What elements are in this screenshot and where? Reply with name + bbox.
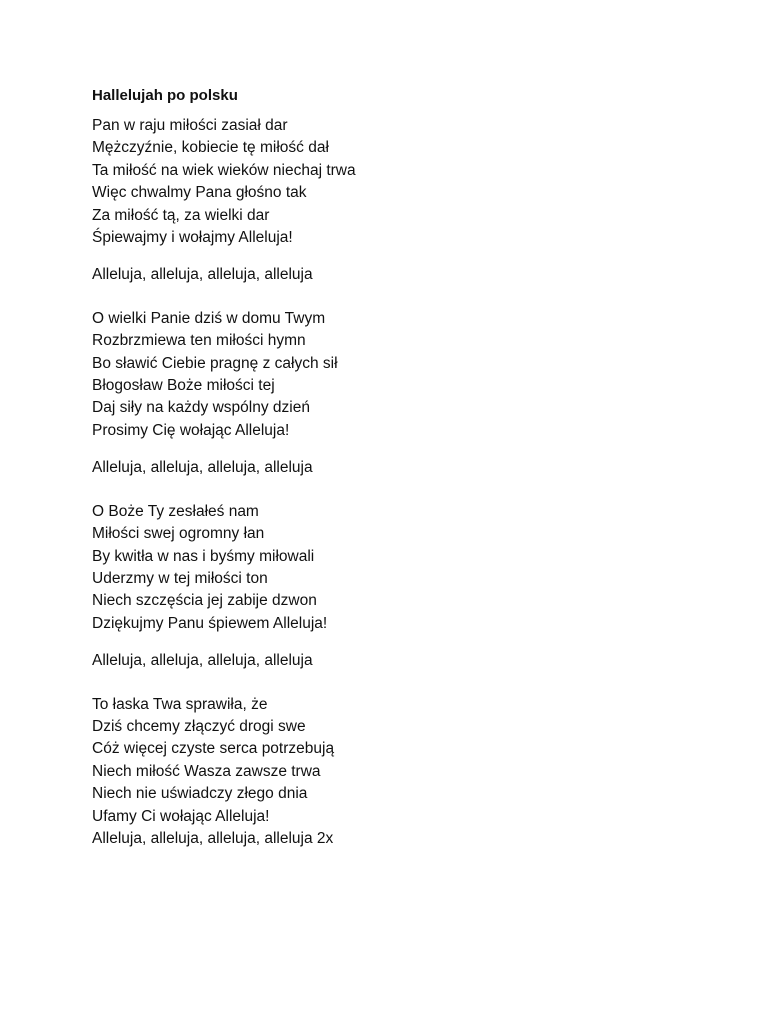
verse-line: Daj siły na każdy wspólny dzień [92, 399, 310, 417]
verse-line: Pan w raju miłości zasiał dar [92, 117, 288, 134]
verse-line: Uderzmy w tej miłości ton [92, 569, 268, 587]
verse-line: Niech nie uświadczy złego dnia [92, 785, 308, 803]
verse-line: Śpiewajmy i wołajmy Alleluja! [92, 229, 293, 247]
verse-line: O wielki Panie dziś w domu Twym [92, 309, 326, 327]
verse-1 [92, 115, 732, 249]
verse-line: Ta miłość na wiek wieków niechaj trwa [92, 161, 356, 179]
verse-line: Rozbrzmiewa ten miłości hymn [92, 332, 306, 350]
verse-line: Dziękujmy Panu śpiewem Alleluja! [92, 614, 328, 632]
final-chorus-line: Alleluja, alleluja, alleluja, alleluja 2x [92, 829, 334, 847]
chorus-line: Alleluja, alleluja, alleluja, alleluja [92, 266, 313, 284]
document-page [92, 85, 732, 850]
song-title: Hallelujah po polsku [92, 87, 238, 104]
verse-line: Cóż więcej czyste serca potrzebują [92, 740, 335, 758]
verse-line: Za miłość tą, za wielki dar [92, 206, 270, 224]
verse-line: O Boże Ty zesłałeś nam [92, 502, 259, 520]
verse-3 [92, 501, 732, 635]
chorus-line: Alleluja, alleluja, alleluja, alleluja [92, 459, 313, 477]
verse-line: Niech szczęścia jej zabije dzwon [92, 592, 317, 610]
verse-2 [92, 308, 732, 442]
verse-line: Bo sławić Ciebie pragnę z całych sił [92, 354, 338, 372]
verse-4 [92, 694, 732, 851]
verse-line: By kwitła w nas i byśmy miłowali [92, 547, 315, 565]
verse-line: Więc chwalmy Pana głośno tak [92, 184, 307, 202]
verse-line: Błogosław Boże miłości tej [92, 377, 275, 395]
verse-line: Ufamy Ci wołając Alleluja! [92, 807, 270, 825]
verse-line: Miłości swej ogromny łan [92, 525, 265, 543]
verse-line: To łaska Twa sprawiła, że [92, 695, 268, 713]
verse-line: Niech miłość Wasza zawsze trwa [92, 762, 321, 780]
chorus-line: Alleluja, alleluja, alleluja, alleluja [92, 652, 313, 670]
verse-line: Mężczyźnie, kobiecie tę miłość dał [92, 139, 329, 157]
verse-line: Prosimy Cię wołając Alleluja! [92, 421, 290, 439]
verse-line: Dziś chcemy złączyć drogi swe [92, 717, 306, 735]
